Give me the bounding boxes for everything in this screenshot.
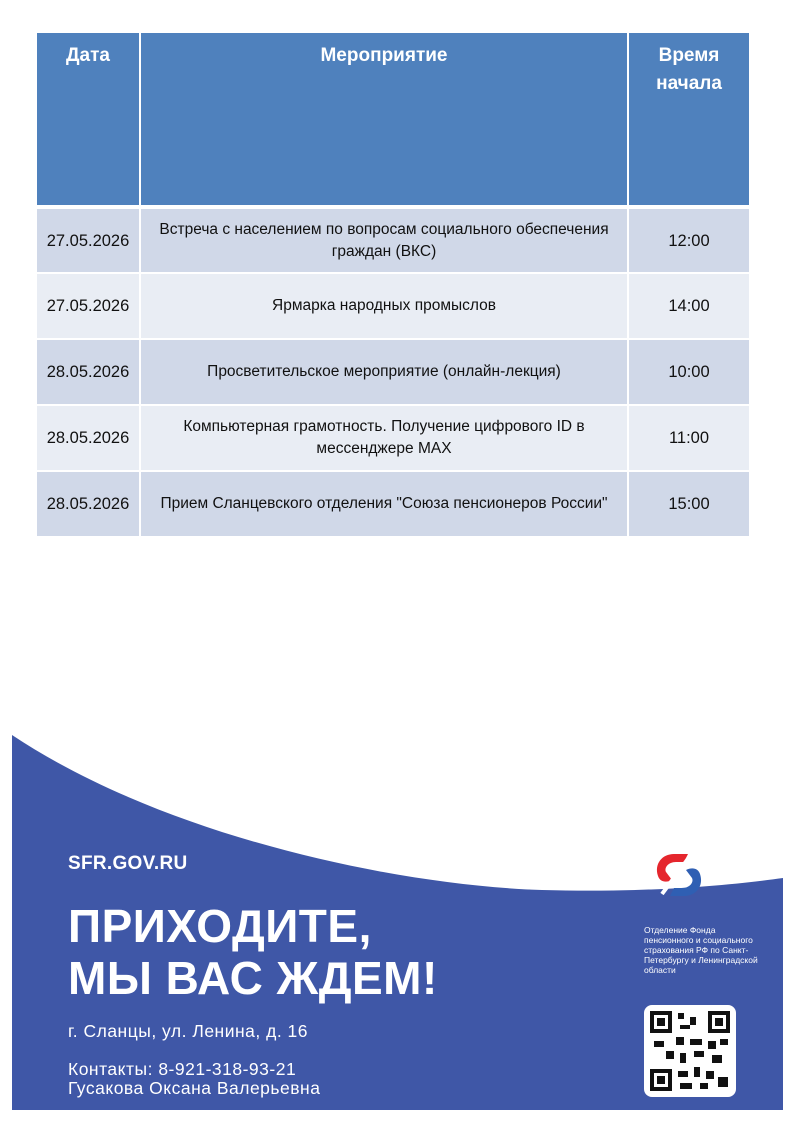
row-date: 28.05.2026 <box>37 339 140 405</box>
row-event: Встреча с населением по вопросам социального обеспечения граждан (ВКС) <box>140 207 628 273</box>
header-date: Дата <box>37 33 140 207</box>
row-event: Компьютерная грамотность. Получение цифрового ID в мессенджере МАХ <box>140 405 628 471</box>
row-date: 27.05.2026 <box>37 207 140 273</box>
row-time: 10:00 <box>628 339 749 405</box>
row-event: Ярмарка народных промыслов <box>140 273 628 339</box>
org-name: Отделение Фонда пенсионного и социального страхования РФ по Санкт-Петербургу и Ленинградской области <box>644 925 758 975</box>
qr-code[interactable] <box>644 1005 736 1097</box>
site-url[interactable]: SFR.GOV.RU <box>68 853 188 874</box>
row-date: 28.05.2026 <box>37 405 140 471</box>
row-time: 12:00 <box>628 207 749 273</box>
row-time: 14:00 <box>628 273 749 339</box>
sfr-logo-icon <box>644 850 714 900</box>
row-date: 27.05.2026 <box>37 273 140 339</box>
table-row <box>37 207 749 273</box>
table-row <box>37 405 749 471</box>
header-event: Мероприятие <box>140 33 628 207</box>
address: г. Сланцы, ул. Ленина, д. 16 <box>68 1021 309 1041</box>
contact-phone: Контакты: 8-921-318-93-21 <box>68 1059 297 1079</box>
headline-line-1: ПРИХОДИТЕ, <box>68 900 372 952</box>
table-row <box>37 471 749 537</box>
headline-line-2: МЫ ВАС ЖДЕМ! <box>68 952 438 1004</box>
contact-person: Гусакова Оксана Валерьевна <box>68 1078 321 1098</box>
row-date: 28.05.2026 <box>37 471 140 537</box>
table-header-row <box>37 33 749 207</box>
header-start-time: Время начала <box>628 33 749 207</box>
headline <box>68 900 438 1004</box>
table-row <box>37 339 749 405</box>
row-time: 15:00 <box>628 471 749 537</box>
row-event: Просветительское мероприятие (онлайн-лекция) <box>140 339 628 405</box>
row-event: Прием Сланцевского отделения "Союза пенсионеров России" <box>140 471 628 537</box>
contacts <box>68 1060 320 1098</box>
invitation-banner <box>12 735 783 1110</box>
events-table <box>37 33 749 538</box>
row-time: 11:00 <box>628 405 749 471</box>
qr-code-icon <box>650 1011 730 1091</box>
table-row <box>37 273 749 339</box>
